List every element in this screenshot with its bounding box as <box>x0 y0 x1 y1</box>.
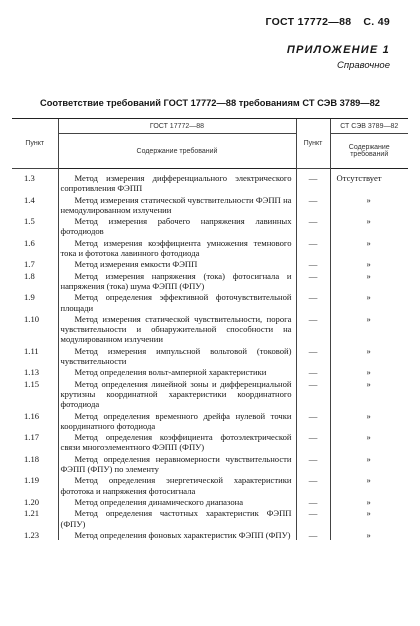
row-sev-content: » <box>330 453 408 475</box>
row-sev-content: » <box>330 366 408 377</box>
row-requirement-text: Метод определения линейной зоны и дифференциальной крутизны координатной характеристики координатного фотодиода <box>58 378 296 410</box>
row-item-number: 1.11 <box>24 345 39 356</box>
row-item-number: 1.18 <box>24 453 40 464</box>
row-requirement-text: Метод измерения статической чувствительности ФЭПП на немодулированном излучении <box>58 194 296 216</box>
row-requirement-text: Метод измерения дифференциального электрического сопротивления ФЭПП <box>58 172 296 194</box>
table-row <box>12 194 408 216</box>
row-item-number: 1.5 <box>24 216 35 227</box>
row-sev-item: — <box>296 237 330 259</box>
col-header-sev: СТ СЭВ 3789—82 <box>330 119 408 134</box>
row-sev-content: Отсутствует <box>330 172 408 194</box>
row-item-number: 1.20 <box>24 496 40 507</box>
col-header-gost: ГОСТ 17772—88 <box>58 119 296 134</box>
page-number: С. 49 <box>363 16 390 28</box>
row-requirement-text: Метод измерения статической чувствительности, порога чувствительности и обнаружительной способности на модулированном излучении <box>58 313 296 345</box>
row-requirement-text: Метод определения частотных характеристик ФЭПП (ФПУ) <box>58 507 296 529</box>
row-sev-item: — <box>296 345 330 367</box>
row-item-number: 1.13 <box>24 367 40 378</box>
row-item-number: 1.7 <box>24 259 35 270</box>
row-requirement-text: Метод определения временного дрейфа нулевой точки координатного фотодиода <box>58 410 296 432</box>
table-title: Соответствие требований ГОСТ 17772—88 требованиям СТ СЭВ 3789—82 <box>40 98 380 108</box>
table-row <box>12 496 408 507</box>
row-requirement-text: Метод измерения коэффициента умножения темнового тока и фототока лавинного фотодиода <box>58 237 296 259</box>
table-row <box>12 366 408 377</box>
row-requirement-text: Метод определения вольт-амперной характеристики <box>58 366 296 377</box>
row-sev-content: » <box>330 496 408 507</box>
row-item-number: 1.9 <box>24 292 35 303</box>
row-sev-item: — <box>296 378 330 410</box>
row-item-number: 1.19 <box>24 475 40 486</box>
row-sev-content: » <box>330 215 408 237</box>
table-row <box>12 291 408 313</box>
row-sev-item: — <box>296 172 330 194</box>
row-sev-content: » <box>330 258 408 269</box>
table-row <box>12 172 408 194</box>
row-requirement-text: Метод определения коэффициента фотоэлектрической связи многоэлементного ФЭПП (ФПУ) <box>58 431 296 453</box>
row-sev-item: — <box>296 215 330 237</box>
row-item-number: 1.16 <box>24 410 40 421</box>
table-row <box>12 378 408 410</box>
row-sev-content: » <box>330 431 408 453</box>
row-sev-item: — <box>296 431 330 453</box>
row-sev-content: » <box>330 378 408 410</box>
table-row <box>12 507 408 529</box>
row-sev-item: — <box>296 270 330 292</box>
row-sev-content: » <box>330 291 408 313</box>
row-requirement-text: Метод определения эффективной фоточувствительной площади <box>58 291 296 313</box>
appendix-subtitle: Справочное <box>337 60 390 71</box>
row-item-number: 1.8 <box>24 270 35 281</box>
table-row <box>12 345 408 367</box>
row-item-number: 1.10 <box>24 313 40 324</box>
row-sev-content: » <box>330 194 408 216</box>
table-row <box>12 431 408 453</box>
row-sev-content: » <box>330 313 408 345</box>
requirements-table <box>12 118 408 540</box>
table-row <box>12 313 408 345</box>
row-sev-item: — <box>296 410 330 432</box>
col-header-item: Пункт <box>12 119 58 169</box>
row-requirement-text: Метод измерения напряжения (тока) фотосигнала и напряжения (тока) шума ФЭПП (ФПУ) <box>58 270 296 292</box>
standard-number: ГОСТ 17772—88 <box>265 16 352 28</box>
appendix-title: ПРИЛОЖЕНИЕ 1 <box>286 44 390 56</box>
table-row <box>12 215 408 237</box>
table-row <box>12 529 408 540</box>
table-row <box>12 410 408 432</box>
row-sev-content: » <box>330 507 408 529</box>
row-sev-item: — <box>296 529 330 540</box>
row-requirement-text: Метод определения энергетической характеристики фототока и напряжения фотосигнала <box>58 474 296 496</box>
row-sev-content: » <box>330 410 408 432</box>
row-sev-content: » <box>330 345 408 367</box>
col-header-content-sev: Содержание требований <box>330 134 408 169</box>
row-sev-content: » <box>330 529 408 540</box>
table-row <box>12 453 408 475</box>
row-item-number: 1.6 <box>24 237 35 248</box>
row-sev-item: — <box>296 474 330 496</box>
row-sev-content: » <box>330 474 408 496</box>
row-requirement-text: Метод определения динамического диапазона <box>58 496 296 507</box>
col-header-content: Содержание требований <box>58 134 296 169</box>
row-item-number: 1.15 <box>24 378 40 389</box>
row-sev-content: » <box>330 270 408 292</box>
table-row <box>12 474 408 496</box>
row-sev-item: — <box>296 291 330 313</box>
appendix-block <box>287 44 390 71</box>
row-sev-item: — <box>296 194 330 216</box>
table-row <box>12 237 408 259</box>
row-requirement-text: Метод измерения емкости ФЭПП <box>58 258 296 269</box>
page-header <box>265 16 390 28</box>
row-requirement-text: Метод измерения рабочего напряжения лавинных фотодиодов <box>58 215 296 237</box>
row-sev-item: — <box>296 258 330 269</box>
row-item-number: 1.23 <box>24 529 40 540</box>
table-row <box>12 270 408 292</box>
row-sev-content: » <box>330 237 408 259</box>
col-header-item-sev: Пункт <box>296 119 330 169</box>
row-requirement-text: Метод измерения импульсной вольтовой (токовой) чувствительности <box>58 345 296 367</box>
row-sev-item: — <box>296 496 330 507</box>
row-requirement-text: Метод определения фоновых характеристик ФЭПП (ФПУ) <box>58 529 296 540</box>
row-sev-item: — <box>296 313 330 345</box>
row-requirement-text: Метод определения неравномерности чувствительности ФЭПП (ФПУ) по элементу <box>58 453 296 475</box>
row-item-number: 1.21 <box>24 508 40 519</box>
row-item-number: 1.4 <box>24 194 35 205</box>
table-row <box>12 258 408 269</box>
row-item-number: 1.3 <box>24 173 35 183</box>
row-sev-item: — <box>296 366 330 377</box>
row-item-number: 1.17 <box>24 432 40 443</box>
row-sev-item: — <box>296 507 330 529</box>
row-sev-item: — <box>296 453 330 475</box>
table-body <box>12 169 408 541</box>
